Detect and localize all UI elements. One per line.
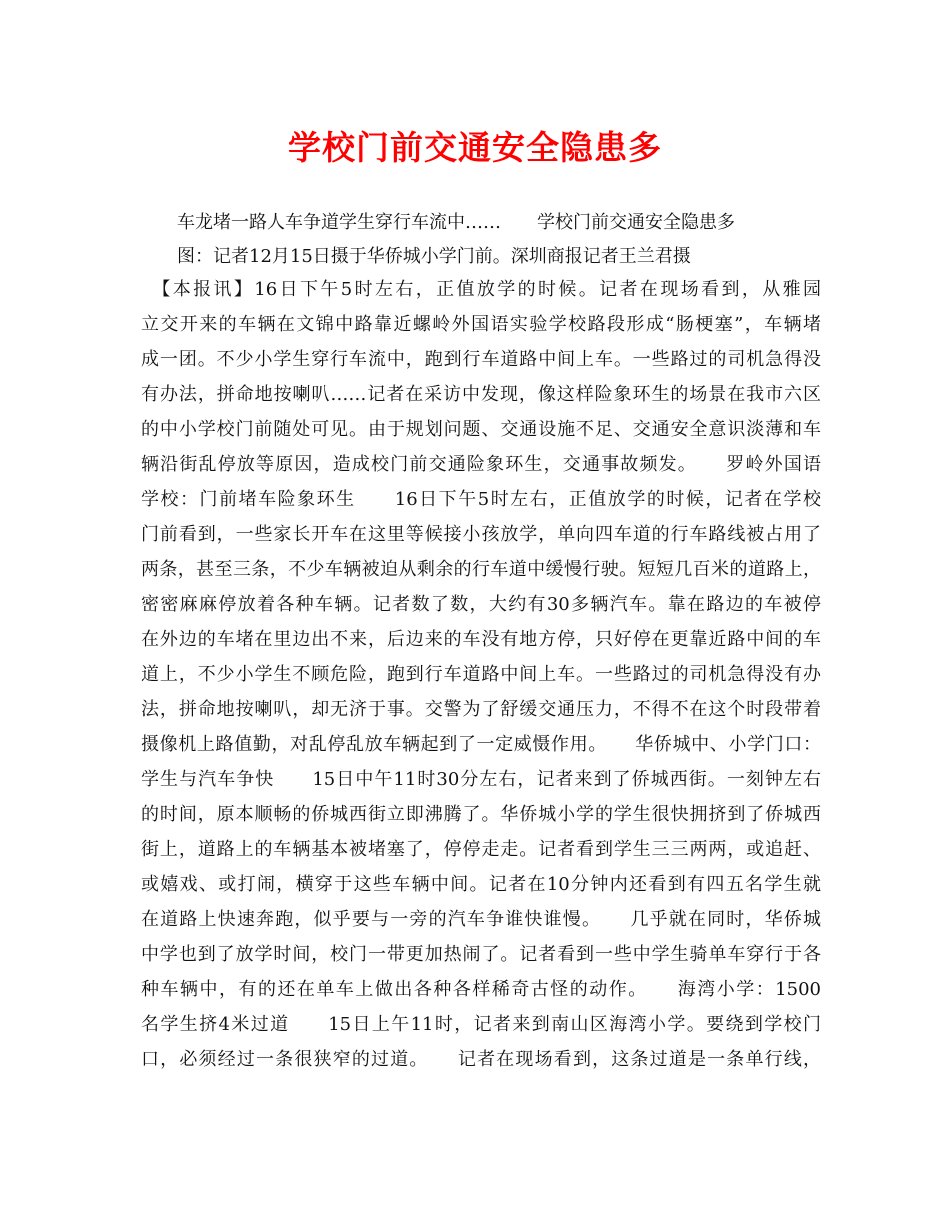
- body-line: 在道路上快速奔跑，似乎要与一旁的汽车争谁快谁慢。 几乎就在同时，华侨城: [141, 909, 821, 930]
- body-line: 口，必须经过一条很狭窄的过道。 记者在现场看到，这条过道是一条单行线，: [141, 1049, 821, 1070]
- body-line: 有办法，拼命地按喇叭……记者在采访中发现，像这样险象环生的场景在我市六区: [141, 384, 821, 405]
- page-title: 学校门前交通安全隐患多: [288, 128, 662, 167]
- body-line: 两条，甚至三条，不少车辆被迫从剩余的行车道中缓慢行驶。短短几百米的道路上，: [141, 559, 821, 580]
- body-line: 【本报讯】16日下午5时左右，正值放学的时候。记者在现场看到，从雅园: [141, 279, 821, 300]
- body-line: 街上，道路上的车辆基本被堵塞了，停停走走。记者看到学生三三两两，或追赶、: [141, 839, 821, 860]
- caption-line: 图：记者12月15日摄于华侨城小学门前。深圳商报记者王兰君摄: [141, 246, 691, 267]
- body-line: 门前看到，一些家长开车在这里等候接小孩放学，单向四车道的行车路线被占用了: [141, 524, 821, 545]
- body-line: 种车辆中，有的还在单车上做出各种各样稀奇古怪的动作。 海湾小学：1500: [141, 979, 821, 1000]
- body-line: 名学生挤4米过道 15日上午11时，记者来到南山区海湾小学。要绕到学校门: [141, 1014, 821, 1035]
- body-line: 法，拼命地按喇叭，却无济于事。交警为了舒缓交通压力，不得不在这个时段带着: [141, 699, 821, 720]
- body-line: 摄像机上路值勤，对乱停乱放车辆起到了一定威慑作用。 华侨城中、小学门口：: [141, 734, 821, 755]
- caption-line: 车龙堵一路人车争道学生穿行车流中…… 学校门前交通安全隐患多: [141, 212, 735, 233]
- body-line: 道上，不少小学生不顾危险，跑到行车道路中间上车。一些路过的司机急得没有办: [141, 664, 821, 685]
- body-line: 的中小学校门前随处可见。由于规划问题、交通设施不足、交通安全意识淡薄和车: [141, 419, 821, 440]
- body-line: 成一团。不少小学生穿行车流中，跑到行车道路中间上车。一些路过的司机急得没: [141, 349, 821, 370]
- body-line: 在外边的车堵在里边出不来，后边来的车没有地方停，只好停在更靠近路中间的车: [141, 629, 821, 650]
- body-line: 中学也到了放学时间，校门一带更加热闹了。记者看到一些中学生骑单车穿行于各: [141, 944, 821, 965]
- body-line: 学生与汽车争快 15日中午11时30分左右，记者来到了侨城西街。一刻钟左右: [141, 769, 821, 790]
- body-line: 的时间，原本顺畅的侨城西街立即沸腾了。华侨城小学的学生很快拥挤到了侨城西: [141, 804, 821, 825]
- body-line: 辆沿街乱停放等原因，造成校门前交通险象环生，交通事故频发。 罗岭外国语: [141, 454, 821, 475]
- body-line: 立交开来的车辆在文锦中路靠近螺岭外国语实验学校路段形成“肠梗塞”，车辆堵: [141, 314, 821, 335]
- body-line: 或嬉戏、或打闹，横穿于这些车辆中间。记者在10分钟内还看到有四五名学生就: [141, 874, 821, 895]
- body-line: 密密麻麻停放着各种车辆。记者数了数，大约有30多辆汽车。靠在路边的车被停: [141, 594, 821, 615]
- body-line: 学校：门前堵车险象环生 16日下午5时左右，正值放学的时候，记者在学校: [141, 489, 821, 510]
